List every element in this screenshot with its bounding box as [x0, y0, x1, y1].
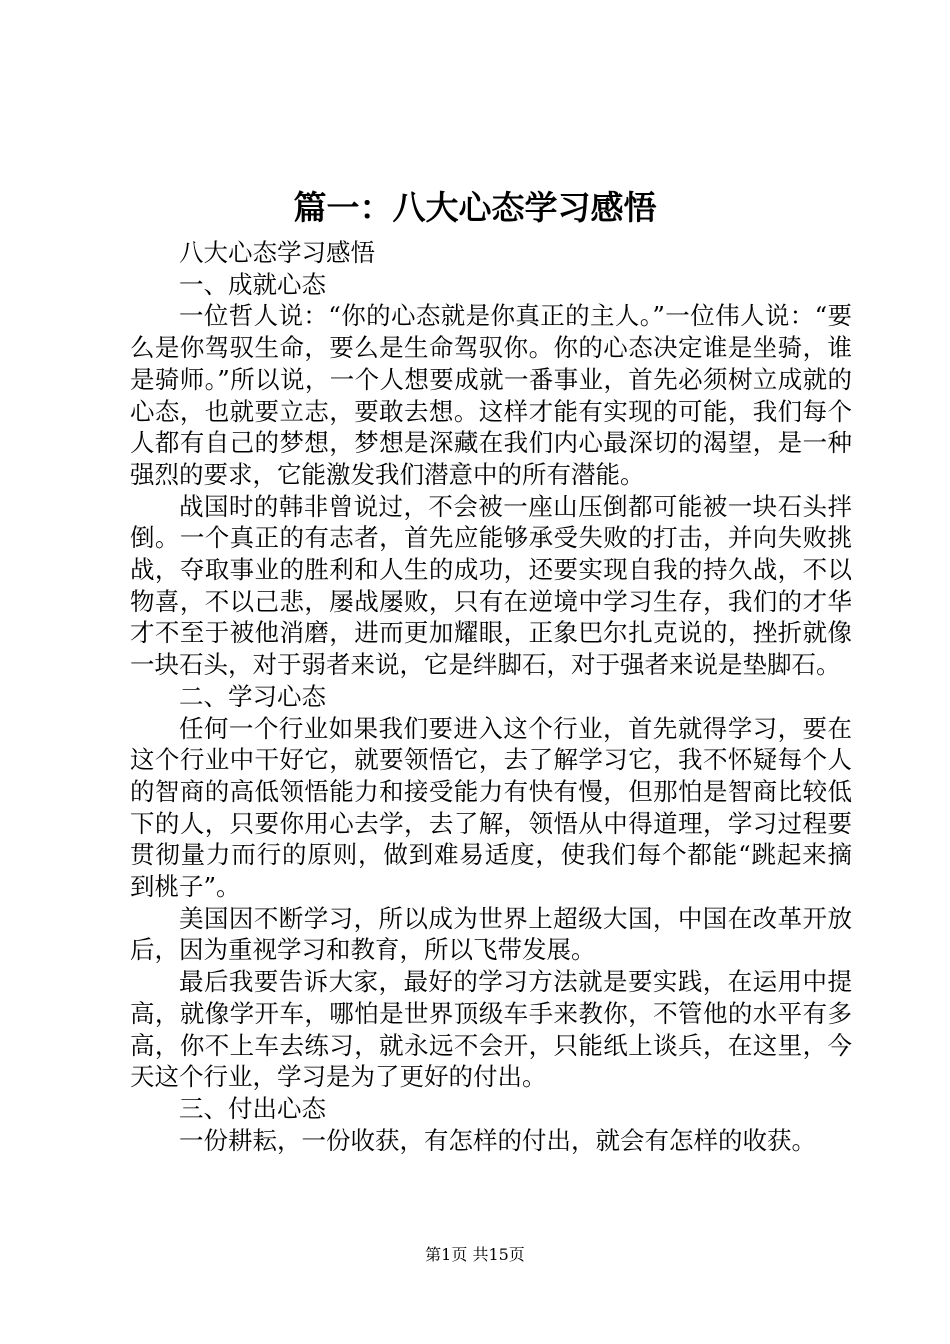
paragraph: 战国时的韩非曾说过，不会被一座山压倒都可能被一块石头拌倒。一个真正的有志者，首先应能够承受失败的打击，并向失败挑战，夺取事业的胜利和人生的成功，还要实现自我的持久战，不以物喜，不以己悲，屡战屡败，只有在逆境中学习生存，我们的才华才不至于被他消磨，进而更加耀眼，正象巴尔扎克说的，挫折就像一块石头，对于弱者来说，它是绊脚石，对于强者来说是垫脚石。 [130, 491, 852, 680]
section-heading: 三、付出心态 [179, 1093, 326, 1123]
document-body [130, 237, 852, 1156]
paragraph: 一位哲人说：“你的心态就是你真正的主人。”一位伟人说：“要么是你驾驭生命，要么是生命驾驭你。你的心态决定谁是坐骑，谁是骑师。”所以说，一个人想要成就一番事业，首先必须树立成就的心态，也就要立志，要敢去想。这样才能有实现的可能，我们每个人都有自己的梦想，梦想是深藏在我们内心最深切的渴望，是一种强烈的要求，它能激发我们潜意中的所有潜能。 [130, 301, 852, 489]
section-heading: 一、成就心态 [179, 269, 326, 299]
section-heading: 二、学习心态 [179, 681, 326, 711]
page-title: 篇一：八大心态学习感悟 [293, 188, 657, 227]
paragraph: 一份耕耘，一份收获，有怎样的付出，就会有怎样的收获。 [179, 1125, 816, 1155]
paragraph: 美国因不断学习，所以成为世界上超级大国，中国在改革开放后，因为重视学习和教育，所以飞带发展。 [130, 903, 852, 965]
page-footer: 第1页 共15页 [425, 1245, 525, 1264]
paragraph: 最后我要告诉大家，最好的学习方法就是要实践，在运用中提高，就像学开车，哪怕是世界顶级车手来教你，不管他的水平有多高，你不上车去练习，就永远不会开，只能纸上谈兵，在这里，今天这个行业，学习是为了更好的付出。 [130, 967, 852, 1092]
paragraph: 任何一个行业如果我们要进入这个行业，首先就得学习，要在这个行业中干好它，就要领悟它，去了解学习它，我不怀疑每个人的智商的高低领悟能力和接受能力有快有慢，但那怕是智商比较低下的人，只要你用心去学，去了解，领悟从中得道理，学习过程要贯彻量力而行的原则，做到难易适度，使我们每个都能“跳起来摘到桃子”。 [130, 713, 852, 902]
document-subtitle: 八大心态学习感悟 [179, 238, 375, 267]
